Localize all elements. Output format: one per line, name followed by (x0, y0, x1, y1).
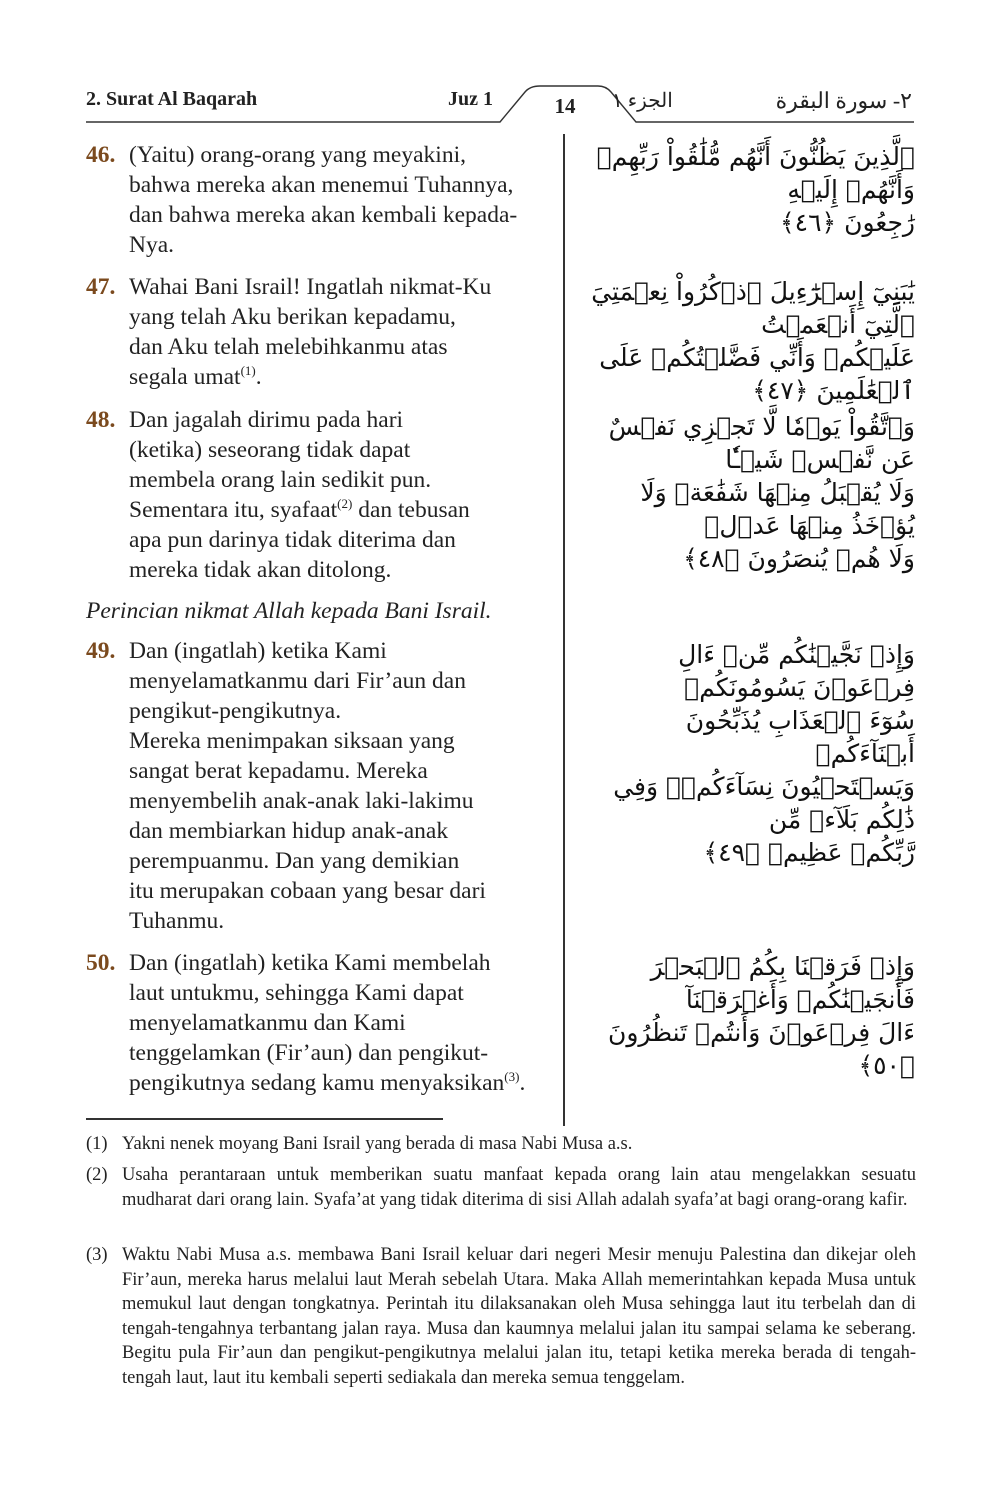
verse-text: Wahai Bani Israil! Ingatlah nikmat-Ku yang telah Aku berikan kepadamu, dan Aku telah melebihkanmu atas segala umat$^{(1)}$. (129, 274, 492, 390)
verse-text: Dan (ingatlah) ketika Kami menyelamatkanmu dari Fir’aun dan pengikut-pengikutnya. Mereka menimpakan siksaan yang sangat berat kepadamu. Mereka menyembelih anak-anak laki-lakimu dan membiarkan hidup anak-anak perempuanmu. Dan yang demikian itu merupakan cobaan yang besar dari Tuhanmu. (129, 638, 486, 934)
verse-text: (Yaitu) orang-orang yang meyakini, bahwa mereka akan menemui Tuhannya, dan bahwa mereka akan kembali kepada- Nya. (129, 142, 518, 258)
verse-number: 48. (86, 407, 116, 433)
section-heading: Perincian nikmat Allah kepada Bani Israil. (86, 598, 492, 624)
footnote-text: Usaha perantaraan untuk memberikan suatu manfaat kepada orang lain atau mengelakkan sesuatu mudharat dari orang lain. Syafa’at yang tidak diterima di sisi Allah adalah syafa’at bagi orang-orang kafir. (122, 1165, 916, 1210)
footnote-text: Yakni nenek moyang Bani Israil yang berada di masa Nabi Musa a.s. (122, 1134, 633, 1154)
footnote-ref-2[interactable]: (2) (337, 496, 353, 512)
column-divider (563, 134, 565, 1126)
footnote-number: (1) (86, 1134, 108, 1154)
verse-49-arabic: وَإِذۡ نَجَّيۡنَٰكُم مِّنۡ ءَالِ فِرۡعَوۡنَ يَسُومُونَكُمۡ سُوٓءَ ٱلۡعَذَابِ يُذَبِّحُونَ أَبۡنَآءَكُمۡ وَيَسۡتَحۡيُونَ نِسَآءَكُمۡۚ وَفِي ذَٰلِكُم بَلَآءٞ مِّن رَّبِّكُمۡ عَظِيمٞ ﴿٤٩﴾ (613, 640, 915, 867)
footnote-2 (86, 1163, 916, 1212)
verse-number: 50. (86, 950, 116, 976)
footnote-ref-3[interactable]: (3) (504, 1069, 520, 1085)
verse-text: Dan jagalah dirimu pada hari (ketika) seseorang tidak dapat membela orang lain sedikit pun. Sementara itu, syafaat$^{(2)}$ dan tebusan apa pun darinya tidak diterima dan mereka tidak akan ditolong. (129, 407, 470, 583)
verse-46-translation (86, 140, 556, 260)
footnote-text: Waktu Nabi Musa a.s. membawa Bani Israil keluar dari negeri Mesir menuju Palestina dan dikejar oleh Fir’aun, mereka harus melalui laut Merah sebelah Utara. Maka Allah memerintahkan kepada Musa untuk memukul laut dengan tongkatnya. Perintah itu dilaksanakan oleh Musa sehingga laut itu terbelah dan di tengah-tengahnya terbantang jalan raya. Musa dan kaumnya melalui jalan itu sampai selama ke seberang. Begitu pula Fir’aun dan pengikut-pengikutnya melalui jalan itu, tetapi ketika mereka berada di tengah-tengah laut, laut itu kembali seperti sediakala dan mereka semua tenggelam. (122, 1245, 916, 1388)
verse-number: 46. (86, 142, 116, 168)
verse-50-arabic: وَإِذۡ فَرَقۡنَا بِكُمُ ٱلۡبَحۡرَ فَأَنجَيۡنَٰكُمۡ وَأَغۡرَقۡنَآ ءَالَ فِرۡعَوۡنَ وَأَنتُمۡ تَنظُرُونَ ﴿٥٠﴾ (607, 952, 915, 1080)
verse-48-translation (86, 405, 556, 585)
footnote-number: (2) (86, 1165, 108, 1185)
verse-47-arabic: يَٰبَنِيٓ إِسۡرَٰٓءِيلَ ٱذۡكُرُواْ نِعۡمَتِيَ ٱلَّتِيٓ أَنۡعَمۡتُ عَلَيۡكُمۡ وَأَنِّي فَضَّلۡتُكُمۡ عَلَى ٱلۡعَٰلَمِينَ ﴿٤٧﴾ (591, 277, 915, 405)
juz-label-arabic: الجزء ١ (612, 90, 673, 112)
footnote-1 (86, 1132, 916, 1157)
verse-number: 47. (86, 274, 116, 300)
verse-number: 49. (86, 638, 116, 664)
verse-text: Dan (ingatlah) ketika Kami membelah laut untukmu, sehingga Kami dapat menyelamatkanmu dan Kami tenggelamkan (Fir’aun) dan pengikut- pengikutnya sedang kamu menyaksikan$^{(3)}$. (129, 950, 526, 1096)
header-rule (0, 0, 1000, 140)
verse-48-arabic: وَٱتَّقُواْ يَوۡمٗا لَّا تَجۡزِي نَفۡسٌ عَن نَّفۡسٖ شَيۡـٔٗا وَلَا يُقۡبَلُ مِنۡهَا شَفَٰعَةٞ وَلَا يُؤۡخَذُ مِنۡهَا عَدۡلٞ وَلَا هُمۡ يُنصَرُونَ ﴿٤٨﴾ (608, 412, 915, 573)
footnote-3 (86, 1243, 916, 1390)
page-number: 14 (554, 94, 576, 118)
footnote-number: (3) (86, 1245, 108, 1265)
verse-49-translation (86, 636, 556, 936)
verse-50-translation (86, 948, 556, 1098)
footnote-rule (86, 1118, 443, 1120)
verse-46-arabic: ٱلَّذِينَ يَظُنُّونَ أَنَّهُم مُّلَٰقُواْ رَبِّهِمۡ وَأَنَّهُمۡ إِلَيۡهِ رَٰجِعُونَ ﴿٤٦﴾ (596, 142, 915, 237)
surah-title-arabic: ٢- سورة البقرة (775, 88, 912, 113)
footnote-ref-1[interactable]: (1) (240, 363, 256, 379)
juz-label-latin: Juz 1 (448, 88, 493, 110)
surah-title-latin: 2. Surat Al Baqarah (86, 88, 258, 110)
verse-47-translation (86, 272, 556, 392)
